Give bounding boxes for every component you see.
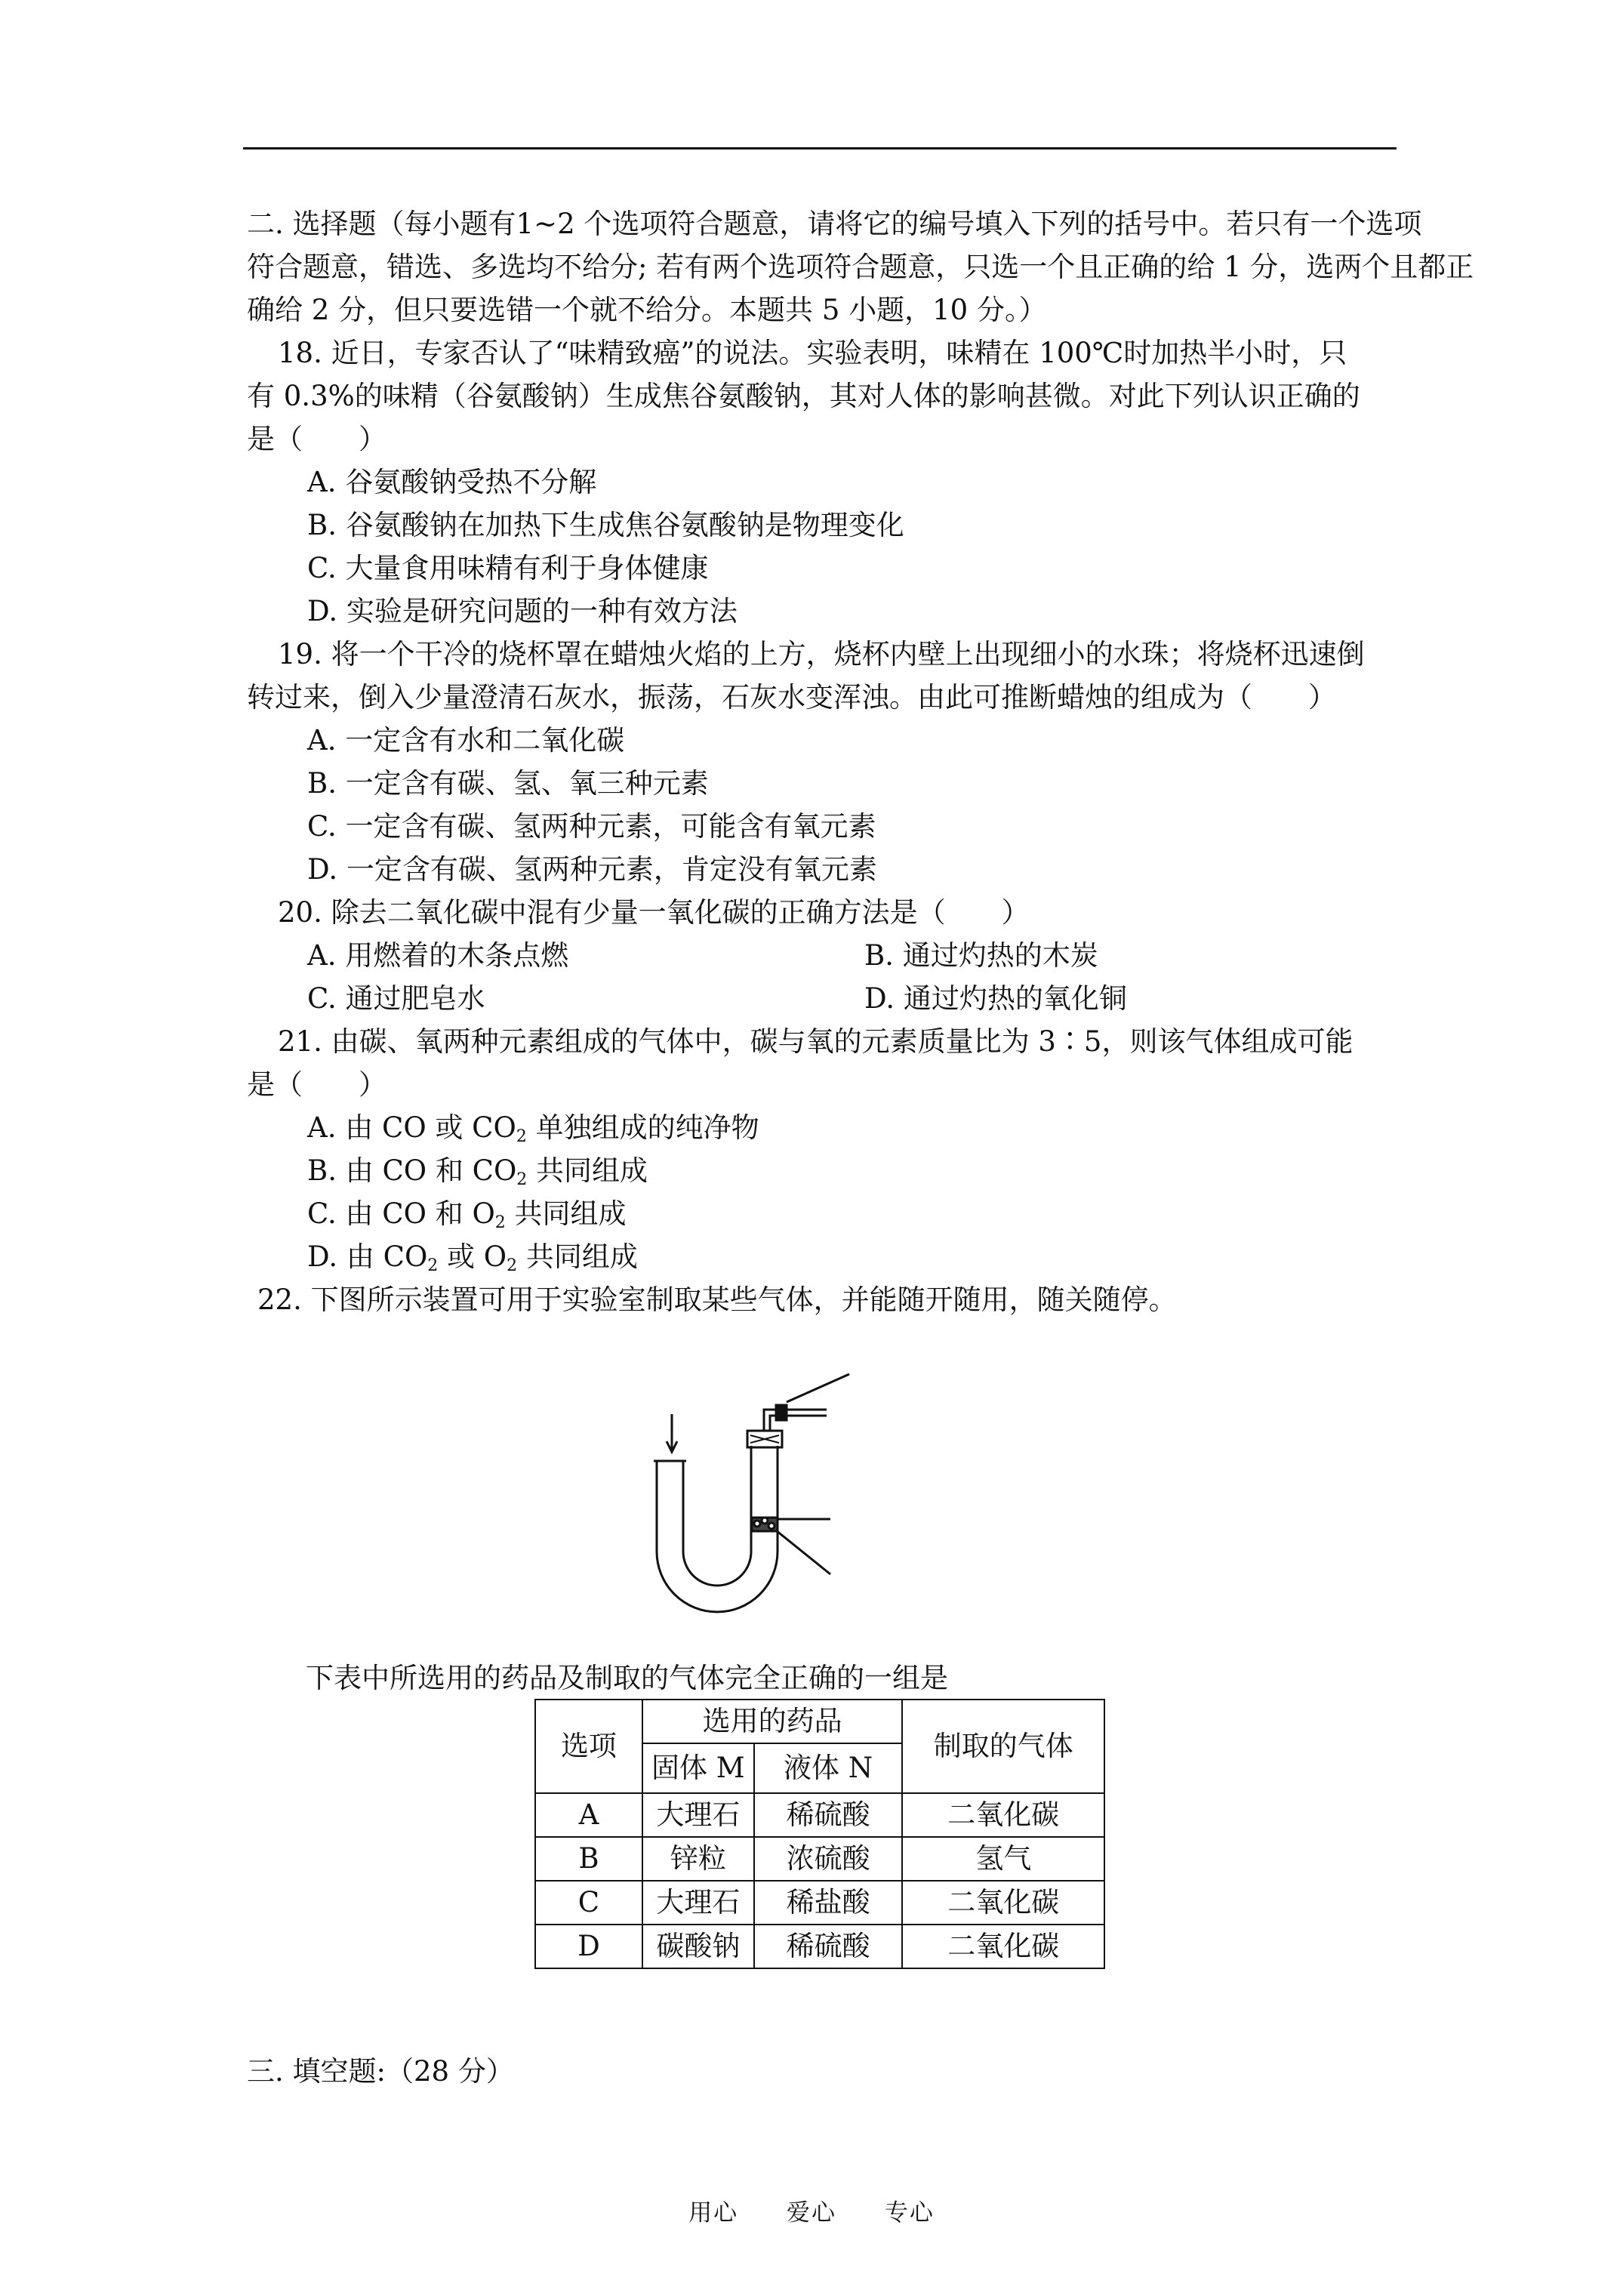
- q19-option-c: C. 一定含有碳、氢两种元素，可能含有氧元素: [307, 810, 876, 843]
- q19-stem: 19. 将一个干冷的烧杯罩在蜡烛火焰的上方，烧杯内壁上出现细小的水珠；将烧杯迅速倒: [278, 638, 1365, 670]
- q18-stem: 有 0.3%的味精（谷氨酸钠）生成焦谷氨酸钠，其对人体的影响甚微。对此下列认识正确的: [247, 380, 1360, 412]
- table-header-option: 选项: [535, 1700, 642, 1793]
- q18-option-b: B. 谷氨酸钠在加热下生成焦谷氨酸钠是物理变化: [307, 509, 904, 541]
- q21-stem: 21. 由碳、氧两种元素组成的气体中，碳与氧的元素质量比为 3∶5，则该气体组成可能: [278, 1025, 1354, 1058]
- table-cell: 锌粒: [642, 1837, 754, 1881]
- table-cell: 大理石: [642, 1793, 754, 1837]
- q19-option-a: A. 一定含有水和二氧化碳: [307, 724, 625, 757]
- q19-option-d: D. 一定含有碳、氢两种元素，肯定没有氧元素: [307, 853, 877, 886]
- q22-stem: 22. 下图所示装置可用于实验室制取某些气体，并能随开随用，随关随停。: [257, 1284, 1177, 1316]
- table-row: [535, 1837, 1104, 1881]
- q21-option-a: A. 由 CO 或 $CO_2$ 单独组成的纯净物: [307, 1111, 759, 1146]
- q21-option-c: C. 由 CO 和 $O_2$ 共同组成: [307, 1197, 627, 1232]
- q19-option-b: B. 一定含有碳、氢、氧三种元素: [307, 767, 709, 800]
- q20-stem: 20. 除去二氧化碳中混有少量一氧化碳的正确方法是（ ）: [278, 896, 1030, 929]
- table-header-gas: 制取的气体: [902, 1700, 1104, 1793]
- table-row: [535, 1881, 1104, 1925]
- table-header-liquid: 液体 N: [754, 1743, 903, 1793]
- table-cell: C: [535, 1881, 642, 1925]
- q21-stem: 是（ ）: [247, 1068, 387, 1101]
- table-row: [535, 1793, 1104, 1837]
- reagent-table: [534, 1699, 1105, 1969]
- table-cell: 二氧化碳: [902, 1925, 1104, 1968]
- header-rule: [243, 147, 1397, 149]
- q21-option-d: D. 由 $CO_2$ 或 $O_2$ 共同组成: [307, 1240, 638, 1275]
- footer-word: 专心: [884, 2199, 935, 2227]
- q18-option-d: D. 实验是研究问题的一种有效方法: [307, 595, 738, 627]
- section3-title: 三. 填空题:（28 分）: [247, 2055, 514, 2088]
- table-cell: D: [535, 1925, 642, 1968]
- table-cell: 稀盐酸: [754, 1881, 903, 1925]
- table-cell: 大理石: [642, 1881, 754, 1925]
- section2-intro-line: 符合题意，错选、多选均不给分; 若有两个选项符合题意，只选一个且正确的给 1 分，选两个且都正: [247, 251, 1474, 283]
- table-header-solid: 固体 M: [642, 1743, 754, 1793]
- q18-option-c: C. 大量食用味精有利于身体健康: [307, 552, 709, 584]
- q22-table-caption: 下表中所选用的药品及制取的气体完全正确的一组是: [306, 1662, 948, 1694]
- q20-option-b: B. 通过灼热的木炭: [864, 939, 1098, 972]
- q20-option-c: C. 通过肥皂水: [307, 982, 485, 1015]
- footer-word: 爱心: [787, 2199, 836, 2227]
- q20-option-d: D. 通过灼热的氧化铜: [864, 982, 1127, 1015]
- section2-intro-line: 二. 选择题（每小题有1~2 个选项符合题意，请将它的编号填入下列的括号中。若只有一个选项: [247, 208, 1422, 240]
- q20-options-row-1: [247, 934, 1394, 977]
- footer-word: 用心: [688, 2199, 739, 2227]
- section2-intro-line: 确给 2 分，但只要选错一个就不给分。本题共 5 小题，10 分。）: [247, 294, 1047, 326]
- q20-options-row-2: [247, 977, 1394, 1020]
- q20-option-a: A. 用燃着的木条点燃: [307, 939, 569, 972]
- q21-option-b: B. 由 CO 和 $CO_2$ 共同组成: [307, 1154, 648, 1189]
- page-footer: [0, 2193, 1623, 2227]
- table-row: [535, 1925, 1104, 1968]
- table-cell: 二氧化碳: [902, 1881, 1104, 1925]
- table-cell: 浓硫酸: [754, 1837, 903, 1881]
- table-cell: 碳酸钠: [642, 1925, 754, 1968]
- q18-stem: 18. 近日，专家否认了“味精致癌”的说法。实验表明，味精在 100℃时加热半小时，只: [278, 337, 1347, 369]
- exam-body: [247, 202, 1474, 1321]
- table-header-reagents: 选用的药品: [642, 1700, 903, 1743]
- q19-stem: 转过来，倒入少量澄清石灰水，振荡，石灰水变浑浊。由此可推断蜡烛的组成为（ ）: [247, 681, 1336, 713]
- table-cell: 氢气: [902, 1837, 1104, 1881]
- q18-option-a: A. 谷氨酸钠受热不分解: [307, 466, 597, 498]
- table-cell: 稀硫酸: [754, 1793, 903, 1837]
- table-cell: B: [535, 1837, 642, 1881]
- table-cell: 稀硫酸: [754, 1925, 903, 1968]
- q18-stem: 是（ ）: [247, 423, 387, 455]
- table-cell: 二氧化碳: [902, 1793, 1104, 1837]
- table-header-row: [535, 1700, 1104, 1743]
- table-cell: A: [535, 1793, 642, 1837]
- u-tube-apparatus-figure: [642, 1363, 868, 1616]
